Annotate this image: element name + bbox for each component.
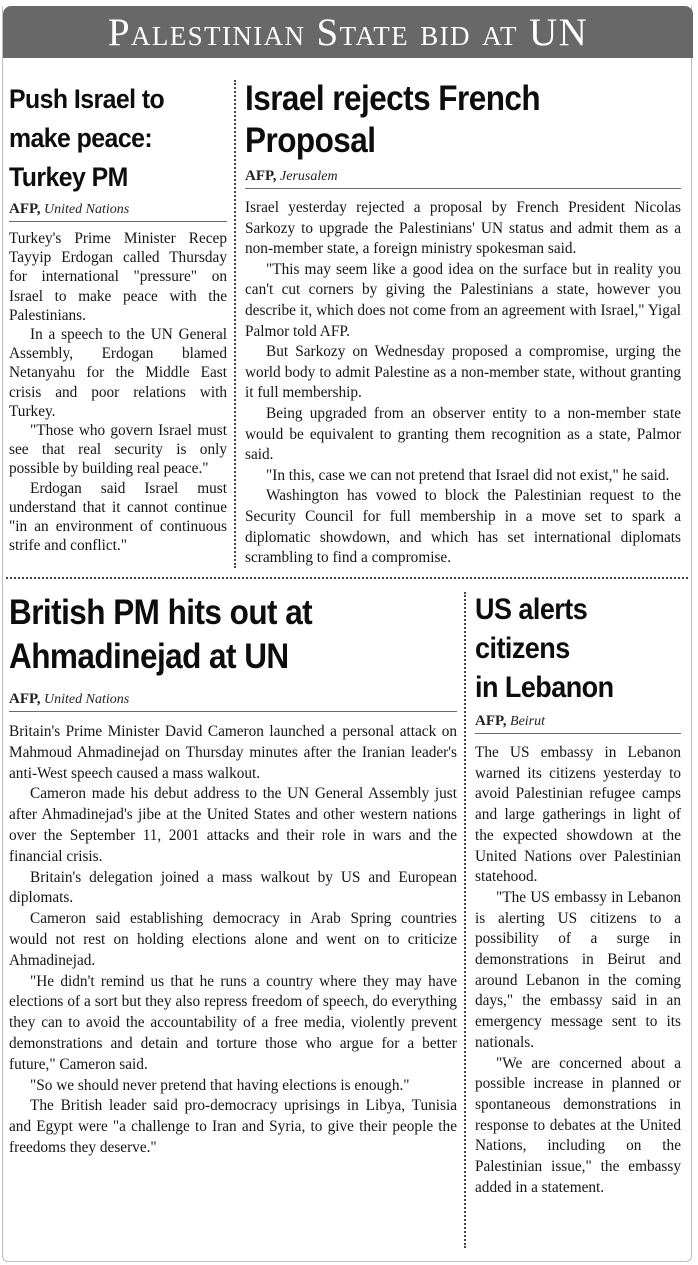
- agency-name: AFP,: [475, 713, 507, 729]
- paragraph: Washington has vowed to block the Palestinian request to the Security Council for full membership in a move set to spark a diplomatic showdown, and which has set international diplomats scrambling to find a compromise.: [245, 487, 681, 567]
- paragraph: But Sarkozy on Wednesday proposed a compromise, urging the world body to admit Palestine as a non-member state, without granting it full membership.: [245, 343, 681, 402]
- headline-line: British PM hits out at: [9, 593, 313, 632]
- dateline-place: United Nations: [44, 202, 130, 217]
- paragraph: Britain's delegation joined a mass walkout by US and European diplomats.: [9, 868, 457, 907]
- paragraph: Israel yesterday rejected a proposal by French President Nicolas Sarkozy to upgrade the Palestinians' UN status and admit them as a non-member state, a foreign ministry spokesman said.: [245, 199, 681, 258]
- agency-name: AFP,: [9, 201, 41, 217]
- section-banner: Palestinian State bid at UN: [3, 6, 693, 58]
- paragraph: "He didn't remind us that he runs a country where they may have elections of a sort but they also repress freedom of speech, do everything they can to avoid the accountability of a free media, violently prevent demonstrations and detain and torture those who argue for a better future," Cameron said.: [9, 972, 457, 1073]
- paragraph: "We are concerned about a possible increase in planned or spontaneous demonstrations in response to debates at the United Nations, including on the Palestinian issue," the embassy added in a statement.: [475, 1054, 681, 1196]
- headline-line: US alerts citizens: [475, 593, 588, 665]
- byline: [9, 691, 457, 712]
- paragraph: Turkey's Prime Minister Recep Tayyip Erdogan called Thursday for international "pressure" on Israel to make peace with the Palestinians.: [9, 230, 227, 324]
- paragraph: In a speech to the UN General Assembly, Erdogan blamed Netanyahu for the Middle East crisis and poor relations with Turkey.: [9, 326, 227, 420]
- article-body: [9, 722, 457, 1159]
- paragraph: "In this, case we can not pretend that Israel did not exist," he said.: [266, 466, 670, 484]
- article-body: [245, 198, 681, 569]
- dateline-place: Beirut: [510, 714, 546, 729]
- dateline-place: Jerusalem: [280, 169, 338, 184]
- article-turkey: [9, 80, 227, 555]
- headline-line: in Lebanon: [475, 671, 614, 704]
- article-israel: [245, 78, 681, 569]
- paragraph: Cameron said establishing democracy in Arab Spring countries would not rest on holding elections alone and went on to criticize Ahmadinejad.: [9, 910, 457, 969]
- paragraph: "Those who govern Israel must see that real security is only possible by building real peace.": [9, 422, 227, 478]
- headline: Israel rejects French Proposal: [245, 79, 541, 160]
- agency-name: AFP,: [9, 691, 41, 707]
- headline-line: Ahmadinejad at UN: [9, 637, 289, 676]
- agency-name: AFP,: [245, 168, 277, 184]
- paragraph: "This may seem like a good idea on the surface but in reality you can't cut corners by giving the Palestinians a state, however you describe it, which does not come from an agreement with Israel," Yigal Palmor told AFP.: [245, 260, 681, 340]
- column-divider: [234, 80, 236, 568]
- headline: [475, 590, 682, 707]
- byline: [475, 713, 681, 734]
- byline: [245, 168, 681, 189]
- paragraph: Cameron made his debut address to the UN General Assembly just after Ahmadinejad's jibe at the United States and other western nations over the September 11, 2001 attacks and their role in wars and the financial crisis.: [9, 785, 457, 865]
- column-divider: [464, 592, 466, 1248]
- article-us: [475, 590, 681, 1198]
- paragraph: Britain's Prime Minister David Cameron launched a personal attack on Mahmoud Ahmadinejad on Thursday minutes after the Iranian leader's anti-West speech caused a mass walkout.: [9, 723, 457, 782]
- article-body: [9, 229, 227, 555]
- paragraph: Erdogan said Israel must understand that it cannot continue "in an environment of continuous strife and conflict.": [9, 479, 227, 555]
- article-body: [475, 743, 681, 1198]
- paragraph: "So we should never pretend that having elections is enough.": [30, 1076, 410, 1094]
- paragraph: The British leader said pro-democracy uprisings in Libya, Tunisia and Egypt were "a challenge to Iran and Syria, to give their people the freedoms they deserve.": [9, 1097, 457, 1156]
- paragraph: The US embassy in Lebanon warned its citizens yesterday to avoid Palestinian refugee camps and large gatherings in light of the expected showdown at the United Nations over Palestinian statehood.: [475, 744, 681, 886]
- headline: Push Israel to make peace: Turkey PM: [9, 84, 165, 192]
- paragraph: Being upgraded from an observer entity to a non-member state would be equivalent to granting them recognition as a state, Palmor said.: [245, 404, 681, 464]
- headline: [9, 591, 450, 679]
- article-britain: [9, 591, 457, 1159]
- paragraph: "The US embassy in Lebanon is alerting US citizens to a possibility of a surge in demonstrations in Beirut and around Lebanon in the coming days," the embassy said in an emergency message sent to its nationals.: [475, 888, 681, 1051]
- row-divider: [6, 577, 688, 579]
- dateline-place: United Nations: [44, 692, 130, 707]
- byline: [9, 201, 227, 222]
